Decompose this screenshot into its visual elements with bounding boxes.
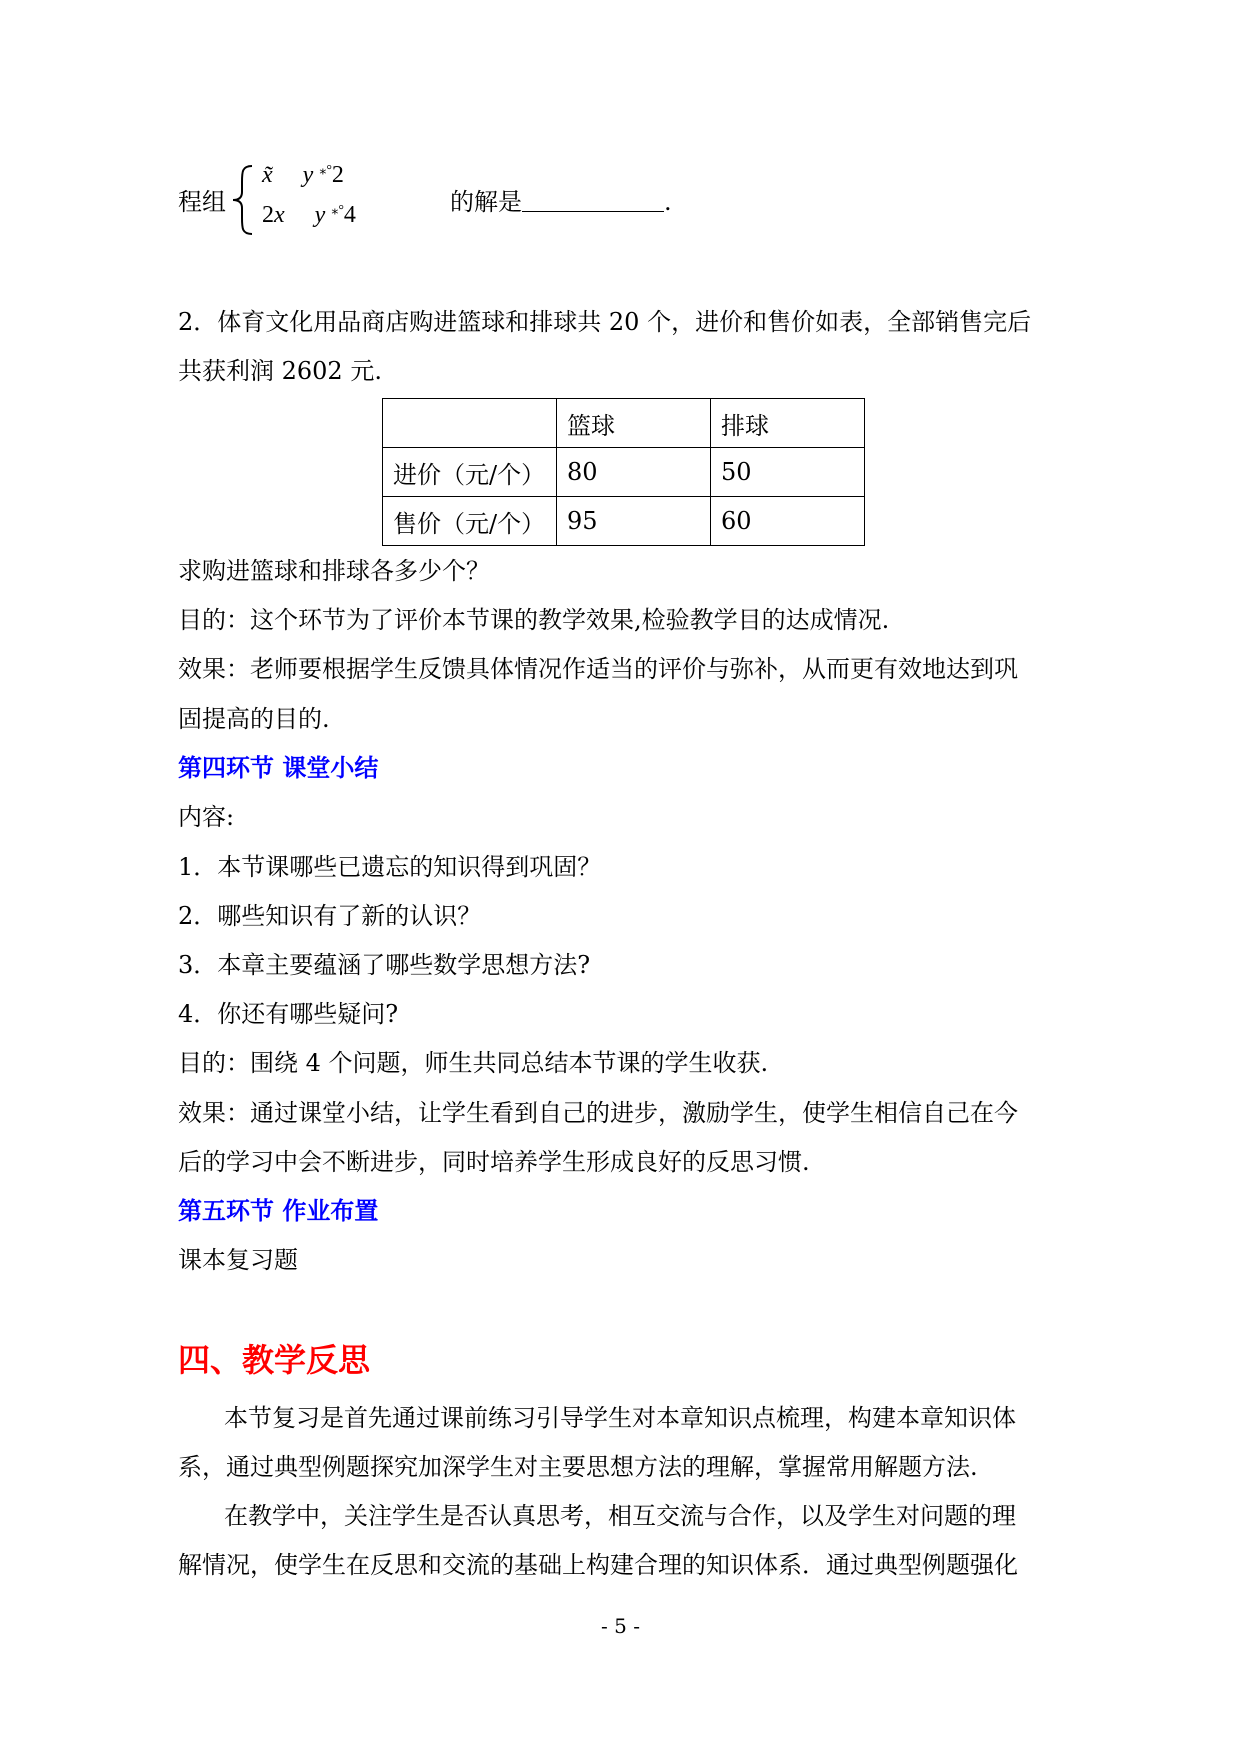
table-header-cell: 排球 [711, 399, 865, 448]
section-4-heading: 第四环节 课堂小结 [178, 754, 379, 782]
table-row [383, 497, 865, 546]
equation-row-2: 2x y ⁎°4 [262, 202, 356, 228]
purpose-2: 目的：围绕 4 个问题，师生共同总结本节课的学生收获. [178, 1049, 769, 1077]
effect-2-line1: 效果：通过课堂小结，让学生看到自己的进步，激励学生，使学生相信自己在今 [178, 1099, 1018, 1127]
reflection-p1-line1: 本节复习是首先通过课前练习引导学生对本章知识点梳理，构建本章知识体 [224, 1404, 1016, 1432]
list-item: 3．本章主要蕴涵了哪些数学思想方法? [178, 951, 591, 979]
content-label: 内容: [178, 803, 235, 831]
purpose-1: 目的：这个环节为了评价本节课的教学效果,检验教学目的达成情况. [178, 606, 890, 634]
reflection-p2-line1: 在教学中，关注学生是否认真思考，相互交流与合作，以及学生对问题的理 [224, 1502, 1016, 1530]
section-5-heading: 第五环节 作业布置 [178, 1197, 379, 1225]
effect-1-line1: 效果：老师要根据学生反馈具体情况作适当的评价与弥补，从而更有效地达到巩 [178, 655, 1018, 683]
reflection-p2-line2: 解情况，使学生在反思和交流的基础上构建合理的知识体系．通过典型例题强化 [178, 1551, 1018, 1579]
list-item: 1．本节课哪些已遗忘的知识得到巩固？ [178, 853, 602, 881]
price-table [382, 398, 865, 546]
reflection-heading: 四、教学反思 [178, 1341, 371, 1379]
question-text: 求购进篮球和排球各多少个？ [178, 557, 490, 585]
list-item: 4．你还有哪些疑问? [178, 1000, 399, 1028]
list-item: 2．哪些知识有了新的认识？ [178, 902, 482, 930]
table-cell: 50 [711, 448, 865, 497]
table-cell: 售价（元/个） [383, 497, 557, 546]
table-header-cell: 篮球 [557, 399, 711, 448]
table-cell: 95 [557, 497, 711, 546]
equation-prefix: 程组 [178, 188, 226, 216]
problem2-line1: 2．体育文化用品商店购进篮球和排球共 20 个，进价和售价如表，全部销售完后 [178, 308, 1032, 336]
page-number: - 5 - [601, 1614, 640, 1638]
effect-2-line2: 后的学习中会不断进步，同时培养学生形成良好的反思习惯. [178, 1148, 810, 1176]
table-cell: 进价（元/个） [383, 448, 557, 497]
equation-suffix: 的解是 . [450, 188, 672, 216]
table-row [383, 448, 865, 497]
equation-system [178, 160, 672, 240]
problem2-line2: 共获利润 2602 元. [178, 357, 382, 385]
equation-row-1: x̃ y ⁎°2 [262, 162, 344, 188]
table-header-row [383, 399, 865, 448]
effect-1-line2: 固提高的目的. [178, 705, 330, 733]
answer-blank [522, 189, 664, 212]
table-cell: 60 [711, 497, 865, 546]
reflection-p1-line2: 系，通过典型例题探究加深学生对主要思想方法的理解，掌握常用解题方法. [178, 1453, 978, 1481]
homework-text: 课本复习题 [178, 1246, 298, 1274]
left-brace-icon [230, 164, 260, 236]
table-cell: 80 [557, 448, 711, 497]
table-header-cell [383, 399, 557, 448]
